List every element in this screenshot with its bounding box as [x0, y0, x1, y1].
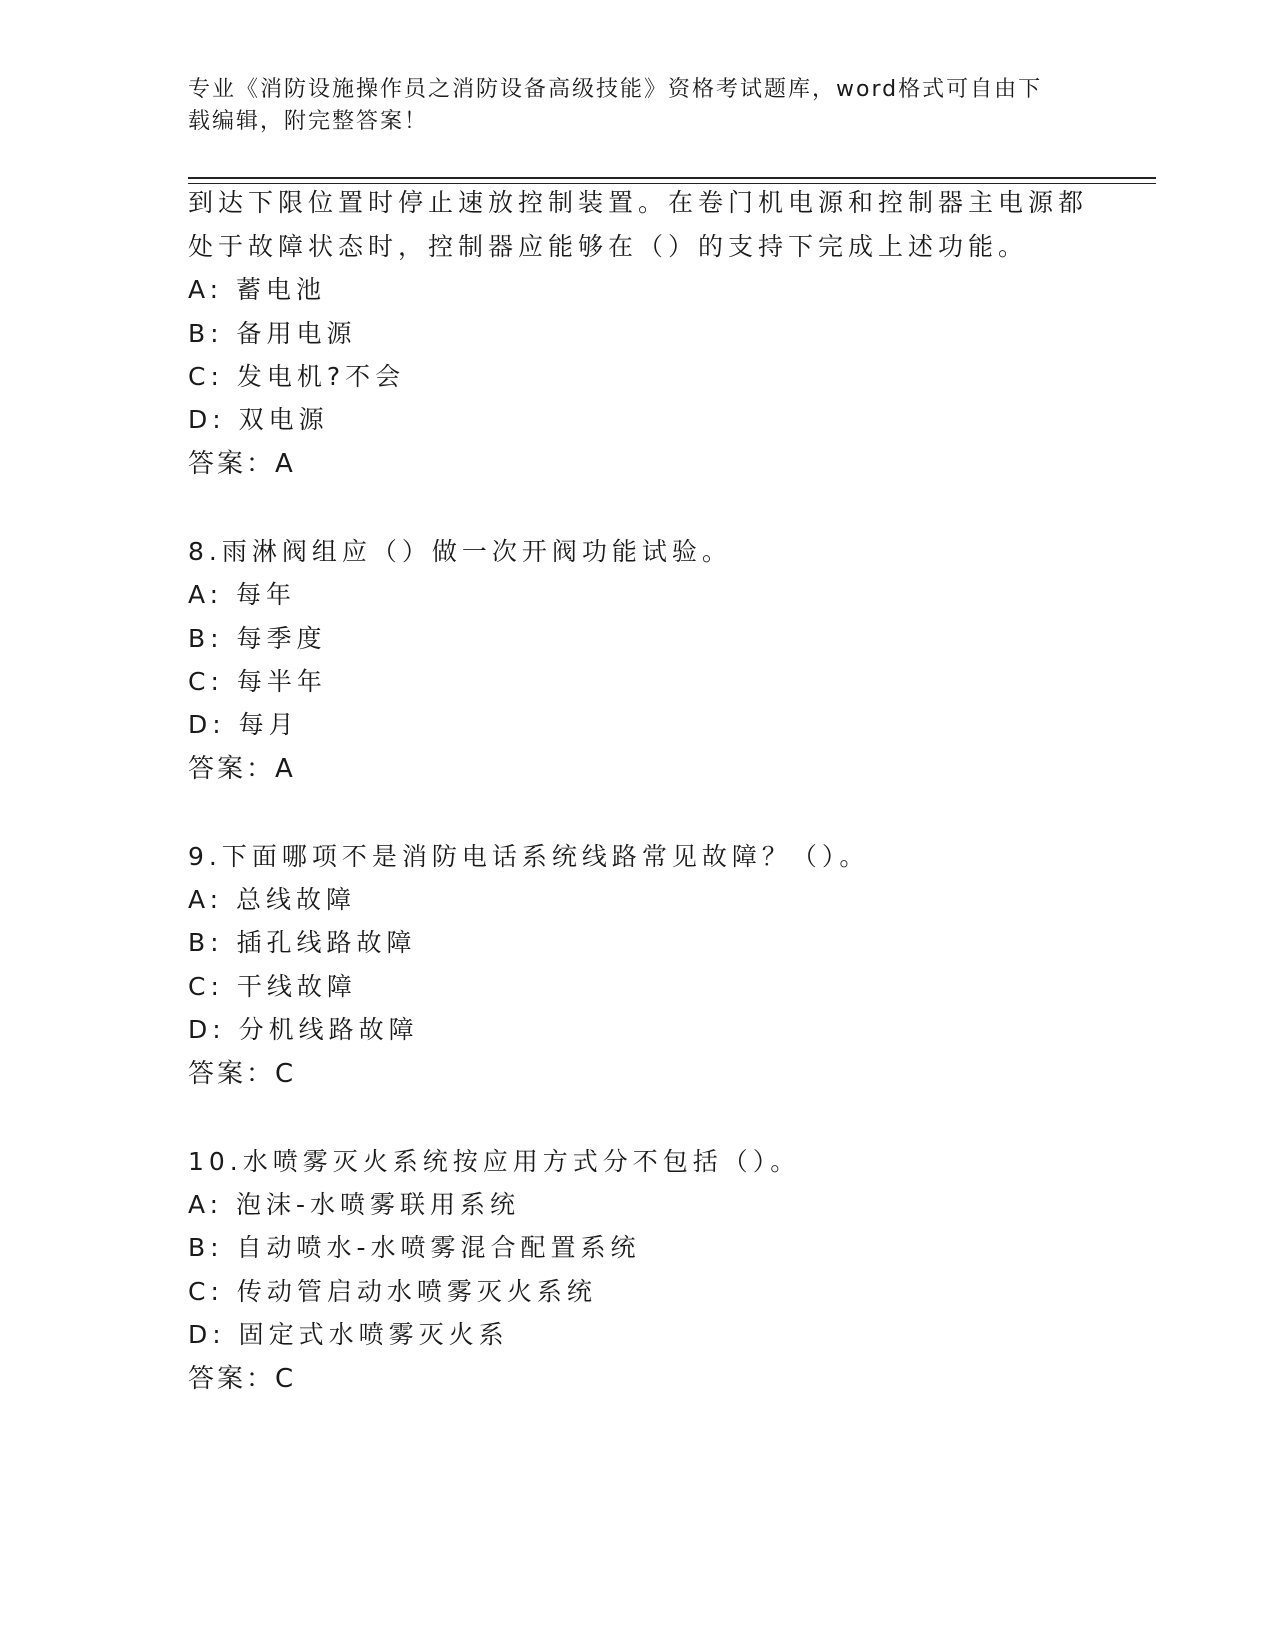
header-divider-thin: [188, 183, 1156, 184]
question-stem-line: 处于故障状态时，控制器应能够在（）的支持下完成上述功能。: [188, 232, 1029, 261]
option-c: C: 传动管启动水喷雾灭火系统: [188, 1277, 597, 1306]
option-a: A: 每年: [188, 580, 297, 609]
question-stem: 8.雨淋阀组应（）做一次开阀功能试验。: [188, 537, 732, 566]
document-header: [188, 74, 1088, 138]
option-d: D: 每月: [188, 710, 299, 739]
option-b: B: 插孔线路故障: [188, 928, 417, 957]
option-c: C: 每半年: [188, 667, 327, 696]
question-stem: 9.下面哪项不是消防电话系统线路常见故障？（）。: [188, 842, 870, 871]
answer-line: 答案：A: [188, 754, 296, 784]
option-c: C: 发电机?不会: [188, 362, 406, 391]
option-b: B: 备用电源: [188, 319, 357, 348]
option-d: D: 分机线路故障: [188, 1015, 419, 1044]
answer-line: 答案：A: [188, 449, 296, 479]
option-d: D: 双电源: [188, 405, 329, 434]
option-a: A: 蓄电池: [188, 275, 327, 304]
answer-line: 答案：C: [188, 1364, 297, 1394]
option-b: B: 自动喷水-水喷雾混合配置系统: [188, 1233, 641, 1262]
question-stem-line: 到达下限位置时停止速放控制装置。在卷门机电源和控制器主电源都: [188, 188, 1089, 217]
header-line-2: 载编辑，附完整答案！: [188, 109, 429, 134]
option-a: A: 总线故障: [188, 885, 357, 914]
header-divider-thick: [188, 177, 1156, 179]
option-d: D: 固定式水喷雾灭火系: [188, 1320, 509, 1349]
header-line-1: 专业《消防设施操作员之消防设备高级技能》资格考试题库，word格式可自由下: [188, 77, 1043, 102]
option-c: C: 干线故障: [188, 972, 357, 1001]
option-a: A: 泡沫-水喷雾联用系统: [188, 1190, 521, 1219]
question-stem: 10.水喷雾灭火系统按应用方式分不包括（）。: [188, 1147, 801, 1176]
option-b: B: 每季度: [188, 624, 327, 653]
answer-line: 答案：C: [188, 1059, 297, 1089]
